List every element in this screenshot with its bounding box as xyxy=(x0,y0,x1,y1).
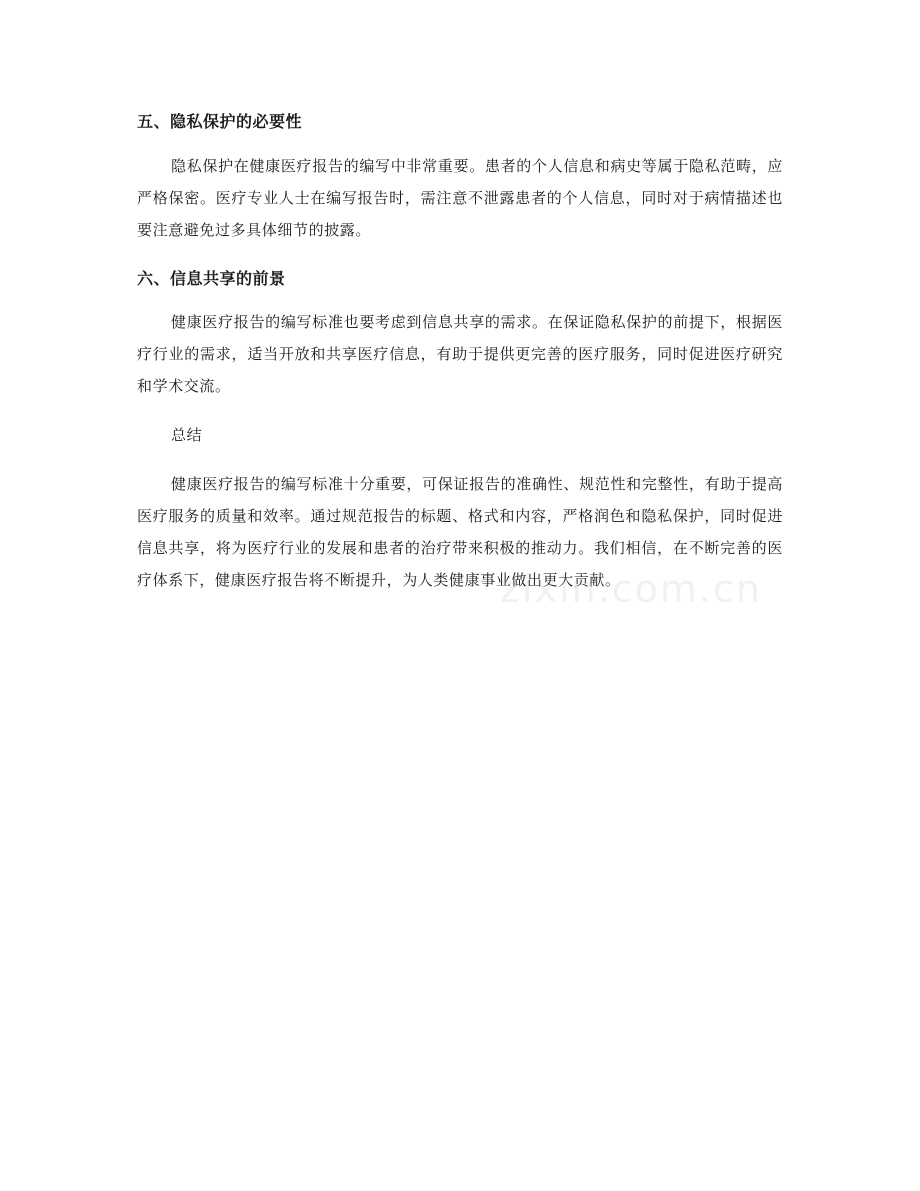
section-paragraph-privacy: 隐私保护在健康医疗报告的编写中非常重要。患者的个人信息和病史等属于隐私范畴，应严格保密。医疗专业人士在编写报告时，需注意不泄露患者的个人信息，同时对于病情描述也要注意避免过多具体细节的披露。 xyxy=(137,157,783,239)
watermark: zixin.com.cn xyxy=(500,567,762,611)
document-body xyxy=(137,108,783,596)
summary-paragraph: 健康医疗报告的编写标准十分重要，可保证报告的准确性、规范性和完整性，有助于提高医疗服务的质量和效率。通过规范报告的标题、格式和内容，严格润色和隐私保护，同时促进信息共享，将为医疗行业的发展和患者的治疗带来积极的推动力。我们相信，在不断完善的医疗体系下，健康医疗报告将不断提升，为人类健康事业做出更大贡献。 xyxy=(137,475,783,589)
section-paragraph-info-sharing: 健康医疗报告的编写标准也要考虑到信息共享的需求。在保证隐私保护的前提下，根据医疗行业的需求，适当开放和共享医疗信息，有助于提供更完善的医疗服务，同时促进医疗研究和学术交流。 xyxy=(137,313,783,395)
summary-heading: 总结 xyxy=(171,426,203,444)
section-heading-info-sharing: 六、信息共享的前景 xyxy=(137,269,286,288)
section-heading-privacy: 五、隐私保护的必要性 xyxy=(137,112,303,131)
